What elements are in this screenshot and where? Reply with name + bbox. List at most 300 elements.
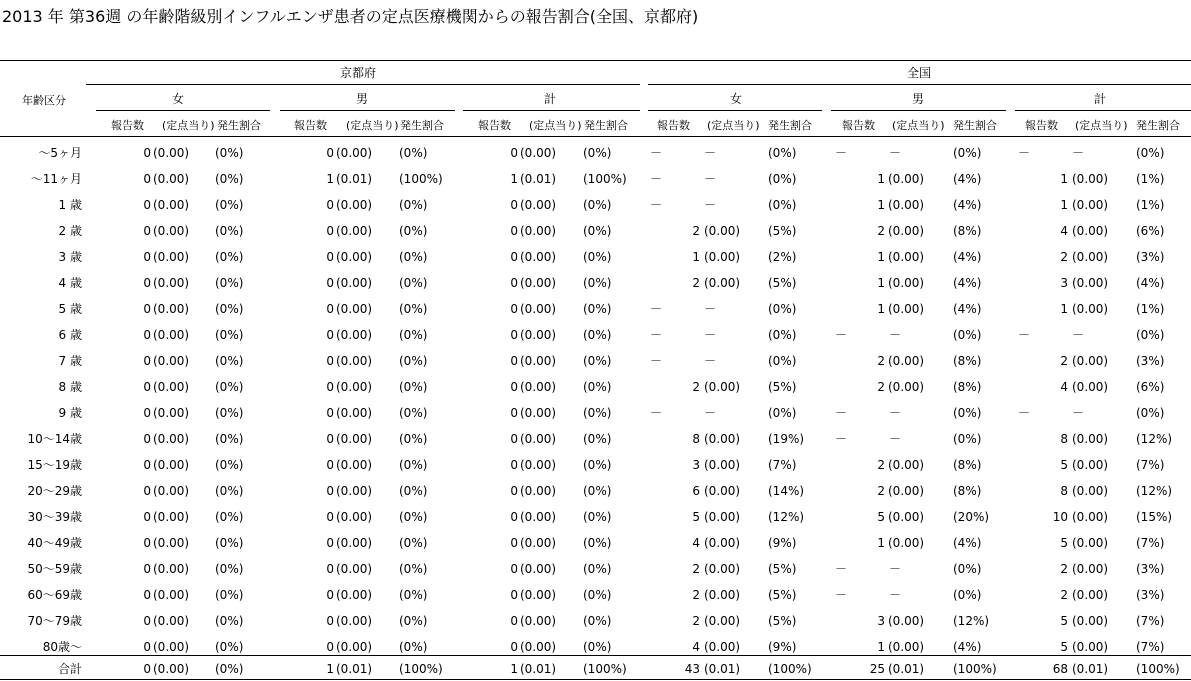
count-cell: 1 bbox=[877, 302, 885, 316]
count-cell: 1 bbox=[510, 662, 518, 676]
rate-cell: (0.00) bbox=[1072, 614, 1109, 628]
table-row-age: 70～79歳 bbox=[27, 614, 82, 628]
count-cell: 0 bbox=[326, 484, 334, 498]
table-row-age: ～11ヶ月 bbox=[30, 172, 82, 186]
count-cell: 1 bbox=[877, 640, 885, 654]
pct-cell: (0%) bbox=[399, 588, 428, 602]
count-cell: 0 bbox=[510, 250, 518, 264]
pct-cell: (0%) bbox=[583, 484, 612, 498]
count-cell: 2 bbox=[692, 224, 700, 238]
count-cell: 0 bbox=[143, 172, 151, 186]
count-cell: 4 bbox=[1060, 380, 1068, 394]
count-cell: 2 bbox=[877, 224, 885, 238]
rate-cell: (0.00) bbox=[888, 172, 925, 186]
count-cell: 2 bbox=[692, 380, 700, 394]
count-cell: 0 bbox=[510, 354, 518, 368]
count-cell: 0 bbox=[510, 588, 518, 602]
rate-cell: (0.00) bbox=[704, 380, 741, 394]
region-header: 京都府 bbox=[339, 66, 377, 80]
rate-cell: (0.00) bbox=[520, 354, 557, 368]
pct-cell: (4%) bbox=[953, 250, 982, 264]
rate-cell: (0.00) bbox=[336, 484, 373, 498]
rate-cell: (0.01) bbox=[520, 662, 557, 676]
count-cell: 4 bbox=[692, 536, 700, 550]
count-cell: 25 bbox=[869, 662, 885, 676]
rate-cell: (0.00) bbox=[704, 562, 741, 576]
pct-cell: (8%) bbox=[953, 224, 982, 238]
pct-cell: (3%) bbox=[1136, 250, 1165, 264]
pct-cell: (20%) bbox=[953, 510, 990, 524]
pct-cell: (0%) bbox=[768, 302, 797, 316]
dash-cell: － bbox=[703, 302, 717, 316]
pct-cell: (7%) bbox=[1136, 640, 1165, 654]
sex-header: 計 bbox=[543, 92, 557, 106]
pct-cell: (0%) bbox=[399, 406, 428, 420]
count-cell: 0 bbox=[326, 510, 334, 524]
total-rule bbox=[0, 655, 1191, 656]
count-cell: 0 bbox=[510, 640, 518, 654]
region-underline bbox=[86, 84, 640, 85]
pct-cell: (0%) bbox=[215, 198, 244, 212]
count-cell: 0 bbox=[326, 562, 334, 576]
pct-cell: (0%) bbox=[399, 146, 428, 160]
sex-underline bbox=[831, 110, 1006, 111]
count-cell: 0 bbox=[510, 614, 518, 628]
pct-cell: (0%) bbox=[215, 562, 244, 576]
count-cell: 0 bbox=[143, 458, 151, 472]
count-cell: 2 bbox=[1060, 588, 1068, 602]
count-cell: 0 bbox=[143, 536, 151, 550]
dash-cell: － bbox=[650, 198, 663, 212]
count-cell: 4 bbox=[692, 640, 700, 654]
pct-cell: (0%) bbox=[399, 302, 428, 316]
pct-cell: (4%) bbox=[953, 276, 982, 290]
rate-cell: (0.00) bbox=[888, 536, 925, 550]
table-row-age: 40～49歳 bbox=[27, 536, 82, 550]
rate-cell: (0.00) bbox=[153, 662, 190, 676]
pct-cell: (0%) bbox=[399, 276, 428, 290]
rate-cell: (0.00) bbox=[336, 536, 373, 550]
count-cell: 0 bbox=[143, 484, 151, 498]
rate-cell: (0.00) bbox=[336, 146, 373, 160]
table-bottom-rule bbox=[0, 679, 1191, 680]
table-row-age: 4 歳 bbox=[58, 276, 82, 290]
subheader-count: 報告数 bbox=[842, 119, 875, 132]
pct-cell: (0%) bbox=[399, 510, 428, 524]
pct-cell: (0%) bbox=[399, 328, 428, 342]
table-row-age: 7 歳 bbox=[58, 354, 82, 368]
sex-header: 女 bbox=[729, 92, 743, 106]
dash-cell: － bbox=[650, 172, 663, 186]
rate-cell: (0.00) bbox=[153, 432, 190, 446]
pct-cell: (4%) bbox=[953, 172, 982, 186]
count-cell: 0 bbox=[143, 224, 151, 238]
rate-cell: (0.00) bbox=[153, 510, 190, 524]
sex-header: 男 bbox=[911, 92, 925, 106]
count-cell: 1 bbox=[877, 198, 885, 212]
pct-cell: (100%) bbox=[399, 662, 443, 676]
pct-cell: (0%) bbox=[399, 380, 428, 394]
pct-cell: (4%) bbox=[953, 536, 982, 550]
rate-cell: (0.00) bbox=[888, 458, 925, 472]
count-cell: 0 bbox=[326, 328, 334, 342]
dash-cell: － bbox=[835, 406, 848, 420]
dash-cell: － bbox=[1018, 406, 1031, 420]
rate-cell: (0.00) bbox=[704, 640, 741, 654]
count-cell: 0 bbox=[143, 432, 151, 446]
count-cell: 5 bbox=[1060, 536, 1068, 550]
pct-cell: (0%) bbox=[583, 614, 612, 628]
pct-cell: (1%) bbox=[1136, 172, 1165, 186]
count-cell: 2 bbox=[877, 484, 885, 498]
pct-cell: (8%) bbox=[953, 484, 982, 498]
count-cell: 0 bbox=[326, 614, 334, 628]
pct-cell: (0%) bbox=[583, 302, 612, 316]
count-cell: 5 bbox=[1060, 640, 1068, 654]
count-cell: 2 bbox=[877, 380, 885, 394]
rate-cell: (0.00) bbox=[153, 380, 190, 394]
dash-cell: － bbox=[1071, 146, 1085, 160]
count-cell: 0 bbox=[326, 458, 334, 472]
count-cell: 1 bbox=[1060, 172, 1068, 186]
pct-cell: (5%) bbox=[768, 588, 797, 602]
pct-cell: (0%) bbox=[583, 380, 612, 394]
rate-cell: (0.00) bbox=[888, 302, 925, 316]
table-row-age: 2 歳 bbox=[58, 224, 82, 238]
pct-cell: (8%) bbox=[953, 380, 982, 394]
table-row-age: 20～29歳 bbox=[27, 484, 82, 498]
count-cell: 0 bbox=[510, 276, 518, 290]
rate-cell: (0.01) bbox=[1072, 662, 1109, 676]
pct-cell: (0%) bbox=[953, 432, 982, 446]
rate-cell: (0.00) bbox=[520, 302, 557, 316]
rate-cell: (0.00) bbox=[888, 380, 925, 394]
count-cell: 0 bbox=[143, 276, 151, 290]
count-cell: 1 bbox=[1060, 198, 1068, 212]
pct-cell: (9%) bbox=[768, 536, 797, 550]
rate-cell: (0.00) bbox=[704, 588, 741, 602]
rate-cell: (0.00) bbox=[153, 276, 190, 290]
count-cell: 0 bbox=[326, 224, 334, 238]
count-cell: 0 bbox=[143, 562, 151, 576]
table-row-age: 50～59歳 bbox=[27, 562, 82, 576]
dash-cell: － bbox=[835, 146, 848, 160]
rate-cell: (0.00) bbox=[153, 640, 190, 654]
pct-cell: (6%) bbox=[1136, 380, 1165, 394]
count-cell: 0 bbox=[510, 302, 518, 316]
rate-cell: (0.00) bbox=[1072, 250, 1109, 264]
pct-cell: (0%) bbox=[1136, 146, 1165, 160]
count-cell: 0 bbox=[326, 588, 334, 602]
rate-cell: (0.00) bbox=[336, 250, 373, 264]
rate-cell: (0.00) bbox=[520, 250, 557, 264]
dash-cell: － bbox=[888, 432, 902, 446]
pct-cell: (0%) bbox=[583, 458, 612, 472]
count-cell: 1 bbox=[1060, 302, 1068, 316]
dash-cell: － bbox=[1071, 406, 1085, 420]
rate-cell: (0.00) bbox=[153, 302, 190, 316]
rate-cell: (0.00) bbox=[888, 276, 925, 290]
count-cell: 8 bbox=[1060, 432, 1068, 446]
dash-cell: － bbox=[703, 328, 717, 342]
pct-cell: (100%) bbox=[583, 662, 627, 676]
rate-cell: (0.00) bbox=[520, 510, 557, 524]
subheader-rate: (定点当り) bbox=[346, 119, 399, 132]
subheader-pct: 発生割合 bbox=[400, 119, 444, 132]
dash-cell: － bbox=[835, 432, 848, 446]
subheader-pct: 発生割合 bbox=[584, 119, 628, 132]
dash-cell: － bbox=[650, 302, 663, 316]
count-cell: 6 bbox=[692, 484, 700, 498]
pct-cell: (0%) bbox=[583, 198, 612, 212]
dash-cell: － bbox=[888, 562, 902, 576]
rate-cell: (0.00) bbox=[520, 328, 557, 342]
rate-cell: (0.00) bbox=[336, 432, 373, 446]
pct-cell: (0%) bbox=[215, 432, 244, 446]
subheader-rate: (定点当り) bbox=[892, 119, 945, 132]
pct-cell: (0%) bbox=[215, 614, 244, 628]
rate-cell: (0.00) bbox=[336, 276, 373, 290]
pct-cell: (9%) bbox=[768, 640, 797, 654]
sex-underline bbox=[280, 110, 455, 111]
rate-cell: (0.00) bbox=[704, 276, 741, 290]
count-cell: 2 bbox=[877, 354, 885, 368]
pct-cell: (0%) bbox=[583, 328, 612, 342]
dash-cell: － bbox=[835, 562, 848, 576]
pct-cell: (0%) bbox=[215, 588, 244, 602]
rate-cell: (0.01) bbox=[888, 662, 925, 676]
pct-cell: (5%) bbox=[768, 276, 797, 290]
rate-cell: (0.00) bbox=[704, 250, 741, 264]
count-cell: 0 bbox=[510, 198, 518, 212]
pct-cell: (0%) bbox=[953, 406, 982, 420]
pct-cell: (12%) bbox=[768, 510, 805, 524]
pct-cell: (0%) bbox=[215, 250, 244, 264]
count-cell: 0 bbox=[326, 302, 334, 316]
table-row-age: 9 歳 bbox=[58, 406, 82, 420]
dash-cell: － bbox=[888, 328, 902, 342]
subheader-count: 報告数 bbox=[111, 119, 144, 132]
rate-cell: (0.00) bbox=[153, 614, 190, 628]
sex-underline bbox=[463, 110, 640, 111]
dash-cell: － bbox=[888, 146, 902, 160]
pct-cell: (0%) bbox=[399, 432, 428, 446]
rate-cell: (0.00) bbox=[888, 640, 925, 654]
rate-cell: (0.00) bbox=[520, 458, 557, 472]
rate-cell: (0.00) bbox=[888, 198, 925, 212]
count-cell: 3 bbox=[692, 458, 700, 472]
count-cell: 2 bbox=[692, 276, 700, 290]
count-cell: 1 bbox=[877, 276, 885, 290]
pct-cell: (4%) bbox=[953, 198, 982, 212]
rate-cell: (0.00) bbox=[520, 276, 557, 290]
count-cell: 3 bbox=[877, 614, 885, 628]
rate-cell: (0.00) bbox=[153, 224, 190, 238]
count-cell: 0 bbox=[143, 662, 151, 676]
rate-cell: (0.00) bbox=[888, 510, 925, 524]
pct-cell: (0%) bbox=[215, 224, 244, 238]
count-cell: 2 bbox=[692, 588, 700, 602]
pct-cell: (0%) bbox=[215, 662, 244, 676]
dash-cell: － bbox=[703, 146, 717, 160]
count-cell: 0 bbox=[326, 640, 334, 654]
rate-cell: (0.00) bbox=[153, 328, 190, 342]
count-cell: 0 bbox=[510, 510, 518, 524]
rate-cell: (0.00) bbox=[888, 614, 925, 628]
count-cell: 0 bbox=[143, 614, 151, 628]
pct-cell: (6%) bbox=[1136, 224, 1165, 238]
sex-underline bbox=[1015, 110, 1191, 111]
subheader-rate: (定点当り) bbox=[707, 119, 760, 132]
subheader-pct: 発生割合 bbox=[768, 119, 812, 132]
pct-cell: (12%) bbox=[1136, 484, 1173, 498]
count-cell: 0 bbox=[510, 536, 518, 550]
count-cell: 43 bbox=[684, 662, 700, 676]
count-cell: 2 bbox=[1060, 250, 1068, 264]
count-cell: 2 bbox=[1060, 354, 1068, 368]
pct-cell: (0%) bbox=[583, 224, 612, 238]
count-cell: 1 bbox=[877, 536, 885, 550]
dash-cell: － bbox=[703, 406, 717, 420]
pct-cell: (0%) bbox=[583, 406, 612, 420]
rate-cell: (0.00) bbox=[153, 146, 190, 160]
rate-cell: (0.00) bbox=[520, 562, 557, 576]
rate-cell: (0.00) bbox=[1072, 172, 1109, 186]
pct-cell: (100%) bbox=[399, 172, 443, 186]
count-cell: 0 bbox=[143, 328, 151, 342]
count-cell: 5 bbox=[692, 510, 700, 524]
table-header-rule bbox=[0, 136, 1191, 137]
subheader-rate: (定点当り) bbox=[162, 119, 215, 132]
pct-cell: (0%) bbox=[583, 510, 612, 524]
pct-cell: (7%) bbox=[1136, 458, 1165, 472]
count-cell: 2 bbox=[1060, 562, 1068, 576]
pct-cell: (0%) bbox=[768, 328, 797, 342]
rate-cell: (0.00) bbox=[153, 484, 190, 498]
pct-cell: (0%) bbox=[215, 510, 244, 524]
count-cell: 0 bbox=[510, 328, 518, 342]
rate-cell: (0.00) bbox=[1072, 510, 1109, 524]
pct-cell: (0%) bbox=[768, 146, 797, 160]
subheader-rate: (定点当り) bbox=[1075, 119, 1128, 132]
pct-cell: (100%) bbox=[768, 662, 812, 676]
rate-cell: (0.00) bbox=[704, 614, 741, 628]
subheader-rate: (定点当り) bbox=[529, 119, 582, 132]
pct-cell: (0%) bbox=[399, 198, 428, 212]
rate-cell: (0.00) bbox=[336, 640, 373, 654]
pct-cell: (0%) bbox=[399, 224, 428, 238]
rate-cell: (0.00) bbox=[153, 354, 190, 368]
count-cell: 0 bbox=[326, 198, 334, 212]
pct-cell: (7%) bbox=[1136, 614, 1165, 628]
sex-header: 計 bbox=[1093, 92, 1107, 106]
count-cell: 0 bbox=[510, 484, 518, 498]
dash-cell: － bbox=[1018, 146, 1031, 160]
pct-cell: (3%) bbox=[1136, 354, 1165, 368]
pct-cell: (100%) bbox=[953, 662, 997, 676]
total-row-age: 合計 bbox=[57, 662, 82, 676]
count-cell: 0 bbox=[326, 250, 334, 264]
subheader-count: 報告数 bbox=[294, 119, 327, 132]
pct-cell: (0%) bbox=[583, 354, 612, 368]
dash-cell: － bbox=[650, 354, 663, 368]
count-cell: 5 bbox=[1060, 614, 1068, 628]
pct-cell: (0%) bbox=[399, 484, 428, 498]
dash-cell: － bbox=[835, 588, 848, 602]
rate-cell: (0.00) bbox=[520, 146, 557, 160]
count-cell: 3 bbox=[1060, 276, 1068, 290]
pct-cell: (0%) bbox=[215, 276, 244, 290]
pct-cell: (0%) bbox=[583, 146, 612, 160]
table-row-age: 8 歳 bbox=[58, 380, 82, 394]
count-cell: 0 bbox=[143, 640, 151, 654]
dash-cell: － bbox=[703, 172, 717, 186]
pct-cell: (0%) bbox=[215, 536, 244, 550]
count-cell: 2 bbox=[692, 614, 700, 628]
rate-cell: (0.00) bbox=[520, 224, 557, 238]
sex-underline bbox=[96, 110, 270, 111]
pct-cell: (1%) bbox=[1136, 198, 1165, 212]
rate-cell: (0.00) bbox=[336, 328, 373, 342]
dash-cell: － bbox=[835, 328, 848, 342]
sex-header: 女 bbox=[171, 92, 185, 106]
pct-cell: (14%) bbox=[768, 484, 805, 498]
table-row-age: ～5ヶ月 bbox=[38, 146, 82, 160]
count-cell: 1 bbox=[326, 662, 334, 676]
pct-cell: (0%) bbox=[215, 146, 244, 160]
count-cell: 2 bbox=[692, 562, 700, 576]
sex-header: 男 bbox=[355, 92, 369, 106]
pct-cell: (8%) bbox=[953, 458, 982, 472]
pct-cell: (4%) bbox=[1136, 276, 1165, 290]
pct-cell: (1%) bbox=[1136, 302, 1165, 316]
region-header: 全国 bbox=[906, 66, 932, 80]
count-cell: 0 bbox=[143, 588, 151, 602]
rate-cell: (0.00) bbox=[1072, 562, 1109, 576]
count-cell: 0 bbox=[143, 250, 151, 264]
rate-cell: (0.01) bbox=[336, 172, 373, 186]
count-cell: 8 bbox=[692, 432, 700, 446]
rate-cell: (0.00) bbox=[704, 458, 741, 472]
count-cell: 1 bbox=[326, 172, 334, 186]
pct-cell: (15%) bbox=[1136, 510, 1173, 524]
count-cell: 0 bbox=[326, 146, 334, 160]
pct-cell: (0%) bbox=[215, 172, 244, 186]
rate-cell: (0.00) bbox=[888, 250, 925, 264]
dash-cell: － bbox=[650, 328, 663, 342]
pct-cell: (100%) bbox=[1136, 662, 1180, 676]
rate-cell: (0.00) bbox=[1072, 458, 1109, 472]
count-cell: 5 bbox=[877, 510, 885, 524]
rate-cell: (0.00) bbox=[704, 510, 741, 524]
count-cell: 0 bbox=[326, 536, 334, 550]
pct-cell: (0%) bbox=[583, 536, 612, 550]
pct-cell: (0%) bbox=[583, 640, 612, 654]
dash-cell: － bbox=[1018, 328, 1031, 342]
count-cell: 0 bbox=[510, 562, 518, 576]
pct-cell: (0%) bbox=[953, 146, 982, 160]
count-cell: 0 bbox=[143, 354, 151, 368]
rate-cell: (0.00) bbox=[1072, 536, 1109, 550]
count-cell: 0 bbox=[326, 354, 334, 368]
pct-cell: (0%) bbox=[583, 432, 612, 446]
pct-cell: (3%) bbox=[1136, 588, 1165, 602]
page-title: 2013 年 第36週 の年齢階級別インフルエンザ患者の定点医療機関からの報告割合(全国、京都府) bbox=[2, 7, 699, 26]
rate-cell: (0.00) bbox=[336, 406, 373, 420]
count-cell: 0 bbox=[510, 380, 518, 394]
dash-cell: － bbox=[703, 354, 717, 368]
rate-cell: (0.00) bbox=[1072, 354, 1109, 368]
